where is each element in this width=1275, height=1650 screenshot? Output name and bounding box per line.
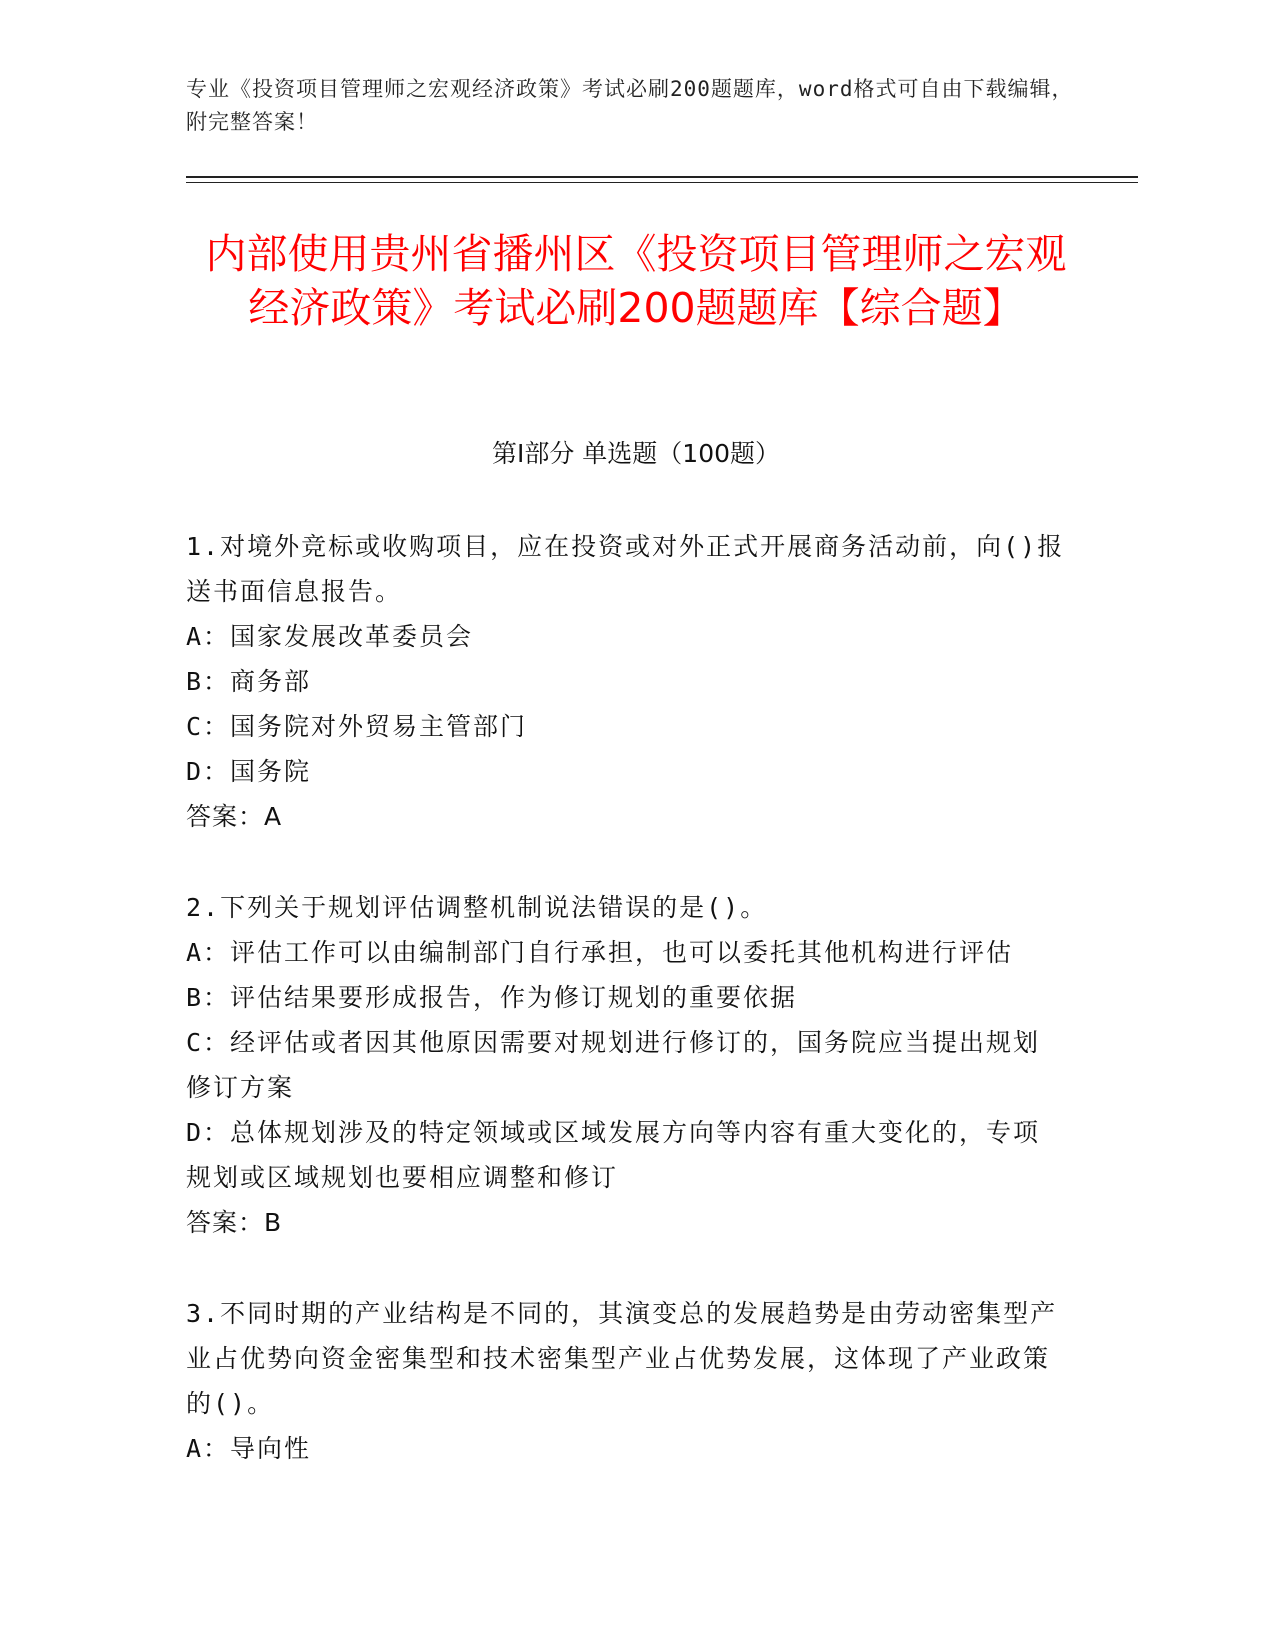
option-a: A：国家发展改革委员会 xyxy=(186,622,474,651)
question-2 xyxy=(186,885,1066,1245)
option-b: B：商务部 xyxy=(186,667,312,696)
question-list xyxy=(186,524,1066,1517)
option-c: C：经评估或者因其他原因需要对规划进行修订的，国务院应当提出规划修订方案 xyxy=(186,1028,1041,1102)
question-stem: 2.下列关于规划评估调整机制说法错误的是()。 xyxy=(186,893,768,922)
option-d: D：国务院 xyxy=(186,757,312,786)
header-rule-thick xyxy=(186,176,1138,178)
option-c: C：国务院对外贸易主管部门 xyxy=(186,712,528,741)
section-heading: 第I部分 单选题（100题） xyxy=(491,439,781,468)
document-title: 内部使用贵州省播州区《投资项目管理师之宏观经济政策》考试必刷200题题库【综合题】 xyxy=(205,230,1067,332)
option-a: A：评估工作可以由编制部门自行承担，也可以委托其他机构进行评估 xyxy=(186,938,1014,967)
question-1 xyxy=(186,524,1066,839)
header-rule-thin xyxy=(186,182,1138,183)
option-b: B：评估结果要形成报告，作为修订规划的重要依据 xyxy=(186,983,798,1012)
option-d: D：总体规划涉及的特定领域或区域发展方向等内容有重大变化的，专项规划或区域规划也要相应调整和修订 xyxy=(186,1118,1041,1192)
question-stem: 1.对境外竞标或收购项目，应在投资或对外正式开展商务活动前，向()报送书面信息报告。 xyxy=(186,532,1065,606)
question-stem: 3.不同时期的产业结构是不同的，其演变总的发展趋势是由劳动密集型产业占优势向资金密集型和技术密集型产业占优势发展，这体现了产业政策的()。 xyxy=(186,1299,1058,1418)
option-a: A：导向性 xyxy=(186,1434,312,1463)
header-note: 专业《投资项目管理师之宏观经济政策》考试必刷200题题库，word格式可自由下载编辑，附完整答案！ xyxy=(186,77,1074,134)
question-3 xyxy=(186,1291,1066,1471)
answer: 答案：B xyxy=(186,1208,283,1237)
answer: 答案：A xyxy=(186,802,283,831)
